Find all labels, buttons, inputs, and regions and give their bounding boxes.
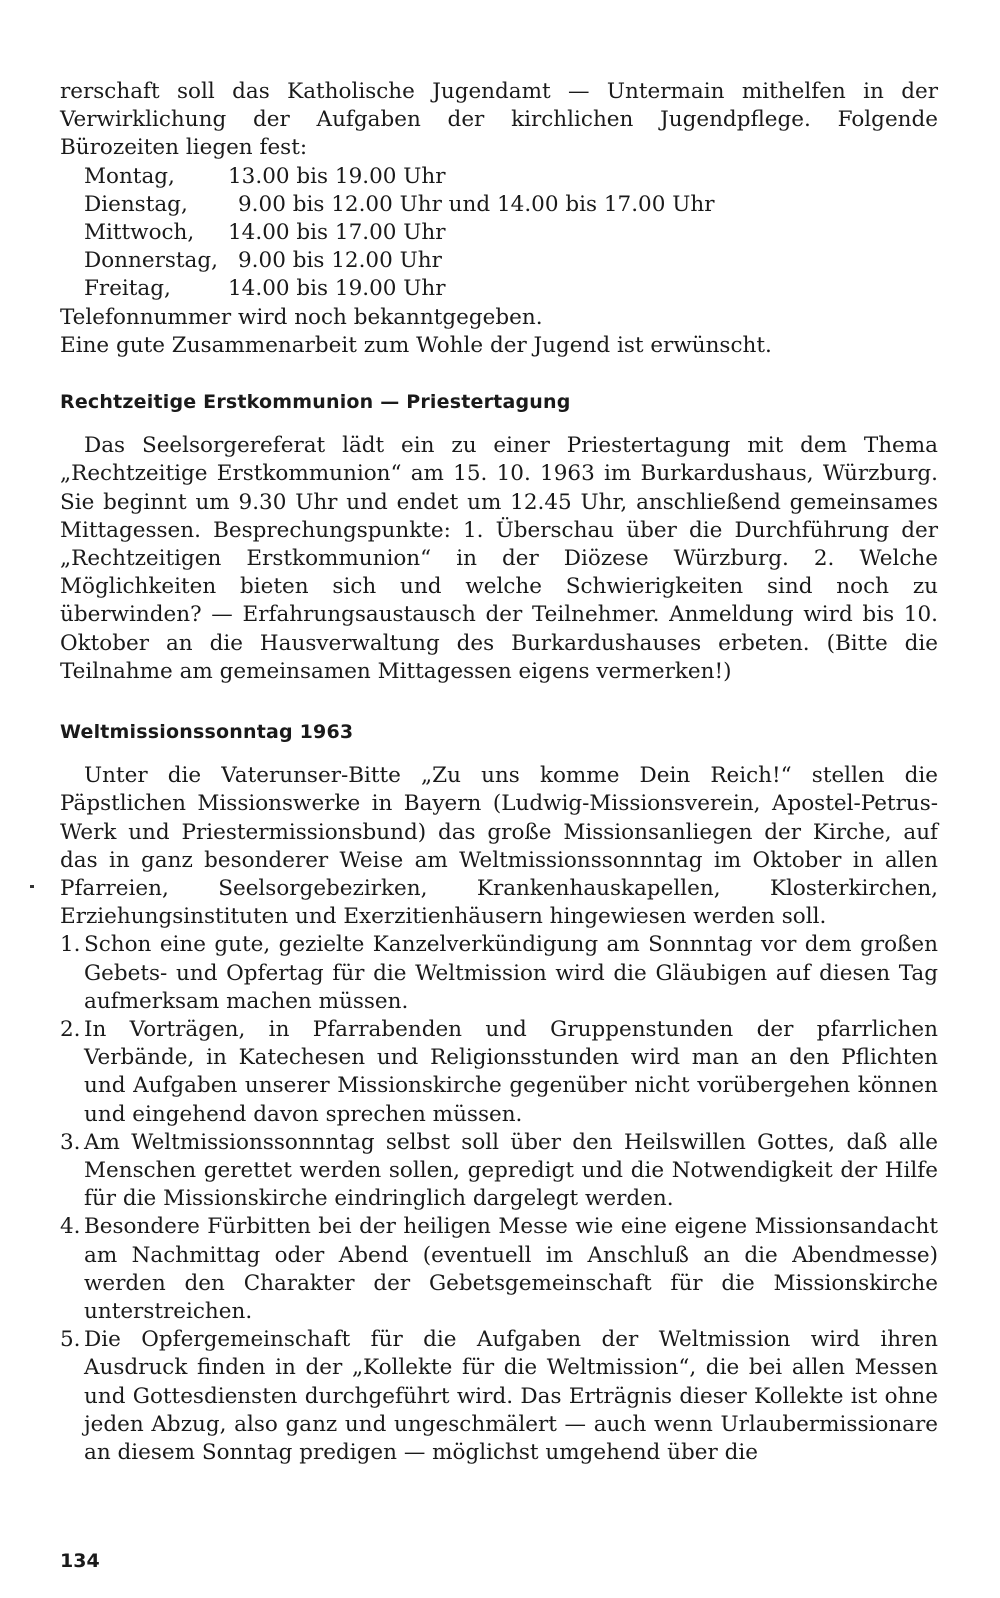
schedule-row — [84, 275, 938, 303]
schedule-day: Montag, — [84, 163, 175, 189]
phone-note: Telefonnummer wird noch bekanntgegeben. — [60, 304, 543, 330]
schedule-row — [84, 247, 938, 275]
list-item — [60, 1326, 938, 1467]
list-item-text: Die Opfergemeinschaft für die Aufgaben der Weltmission wird ihren Ausdruck finden in der „Kollekte für die Weltmission“, die bei allen Messen und Gottesdiensten durchgeführt wird. Das Erträgnis dieser Kollekte ist ohne jeden Abzug, also ganz und ungeschmälert — auch wenn Urlaubermissionare an diesem Sonntag predigen — möglichst umgehend über die — [84, 1327, 938, 1466]
schedule-time: 14.00 bis 19.00 Uhr — [228, 276, 446, 302]
list-item-text: Am Weltmissionssonnntag selbst soll über den Heilswillen Gottes, daß alle Menschen gerettet werden sollen, gepredigt und die Notwendigkeit der Hilfe für die Missionskirche eindringlich dargelegt werden. — [84, 1129, 938, 1212]
schedule-day: Donnerstag, — [84, 248, 218, 274]
section-heading-erstkommunion: Rechtzeitige Erstkommunion — Priestertagung — [60, 390, 571, 413]
list-item-text: Schon eine gute, gezielte Kanzelverkündigung am Sonnntag vor dem großen Gebets- und Opfertag für die Weltmission wird die Gläubigen auf diesen Tag aufmerksam machen müssen. — [84, 932, 938, 1014]
schedule-day: Freitag, — [84, 276, 171, 302]
list-item-number: 4. — [60, 1214, 81, 1240]
schedule-time: 9.00 bis 12.00 Uhr und 14.00 bis 17.00 Uhr — [238, 191, 715, 217]
list-item-number: 3. — [60, 1129, 81, 1155]
section-heading-weltmission: Weltmissionssonntag 1963 — [60, 720, 354, 743]
schedule-time: 14.00 bis 17.00 Uhr — [228, 219, 446, 245]
closing-note: Eine gute Zusammenarbeit zum Wohle der Jugend ist erwünscht. — [60, 332, 772, 358]
list-item-number: 2. — [60, 1017, 81, 1043]
schedule-row — [84, 219, 938, 247]
list-item — [60, 931, 938, 1016]
section-body-weltmission: Unter die Vaterunser-Bitte „Zu uns komme Dein Reich!“ stellen die Päpstlichen Missionswerke in Bayern (Ludwig-Missionsverein, Apostel-Petrus-Werk und Priestermissionsbund) das große Missionsanliegen der Kirche, auf das in ganz besonderer Weise am Weltmissionssonnntag im Oktober in allen Pfarreien, Seelsorgebezirken, Krankenhauskapellen, Klosterkirchen, Erziehungsinstituten und Exerzitienhäusern hingewiesen werden soll. — [60, 763, 938, 930]
schedule-row — [84, 163, 938, 191]
list-item — [60, 1213, 938, 1326]
schedule-time: 13.00 bis 19.00 Uhr — [228, 163, 446, 189]
section-body-erstkommunion: Das Seelsorgereferat lädt ein zu einer Priestertagung mit dem Thema „Rechtzeitige Erstkommunion“ am 15. 10. 1963 im Burkardushaus, Würzburg. Sie beginnt um 9.30 Uhr und endet um 12.45 Uhr, anschließend gemeinsames Mittagessen. Besprechungspunkte: 1. Überschau über die Durchführung der „Rechtzeitigen Erstkommunion“ in der Diözese Würzburg. 2. Welche Möglichkeiten bieten sich und welche Schwierigkeiten sind noch zu überwinden? — Erfahrungsaustausch der Teilnehmer. Anmeldung wird bis 10. Oktober an die Hausverwaltung des Burkardushauses erbeten. (Bitte die Teilnahme am gemeinsamen Mittagessen eigens vermerken!) — [60, 433, 938, 684]
document-page — [60, 78, 938, 1467]
intro-paragraph: rerschaft soll das Katholische Jugendamt — Untermain mithelfen in der Verwirklichung der Aufgaben der kirchlichen Jugendpflege. Folgende Bürozeiten liegen fest: — [60, 79, 938, 161]
schedule-row — [84, 191, 938, 219]
list-item-number: 1. — [60, 932, 81, 958]
office-hours-schedule — [84, 163, 938, 304]
list-item-text: In Vorträgen, in Pfarrabenden und Gruppenstunden der pfarrlichen Verbände, in Katechesen und Religionsstunden wird man an den Pflichten und Aufgaben unserer Missionskirche gegenüber nicht vorübergehen können und eingehend davon sprechen müssen. — [84, 1017, 938, 1127]
margin-mark — [30, 885, 34, 888]
list-item — [60, 1129, 938, 1214]
list-item — [60, 1016, 938, 1129]
weltmission-list — [60, 931, 938, 1467]
list-item-number: 5. — [60, 1327, 81, 1353]
page-number: 134 — [60, 1550, 100, 1572]
schedule-day: Mittwoch, — [84, 219, 195, 245]
list-item-text: Besondere Fürbitten bei der heiligen Messe wie eine eigene Missionsandacht am Nachmittag oder Abend (eventuell im Anschluß an die Abendmesse) werden den Charakter der Gebetsgemeinschaft für die Missionskirche unterstreichen. — [84, 1214, 938, 1325]
schedule-time: 9.00 bis 12.00 Uhr — [238, 248, 442, 274]
schedule-day: Dienstag, — [84, 191, 188, 217]
